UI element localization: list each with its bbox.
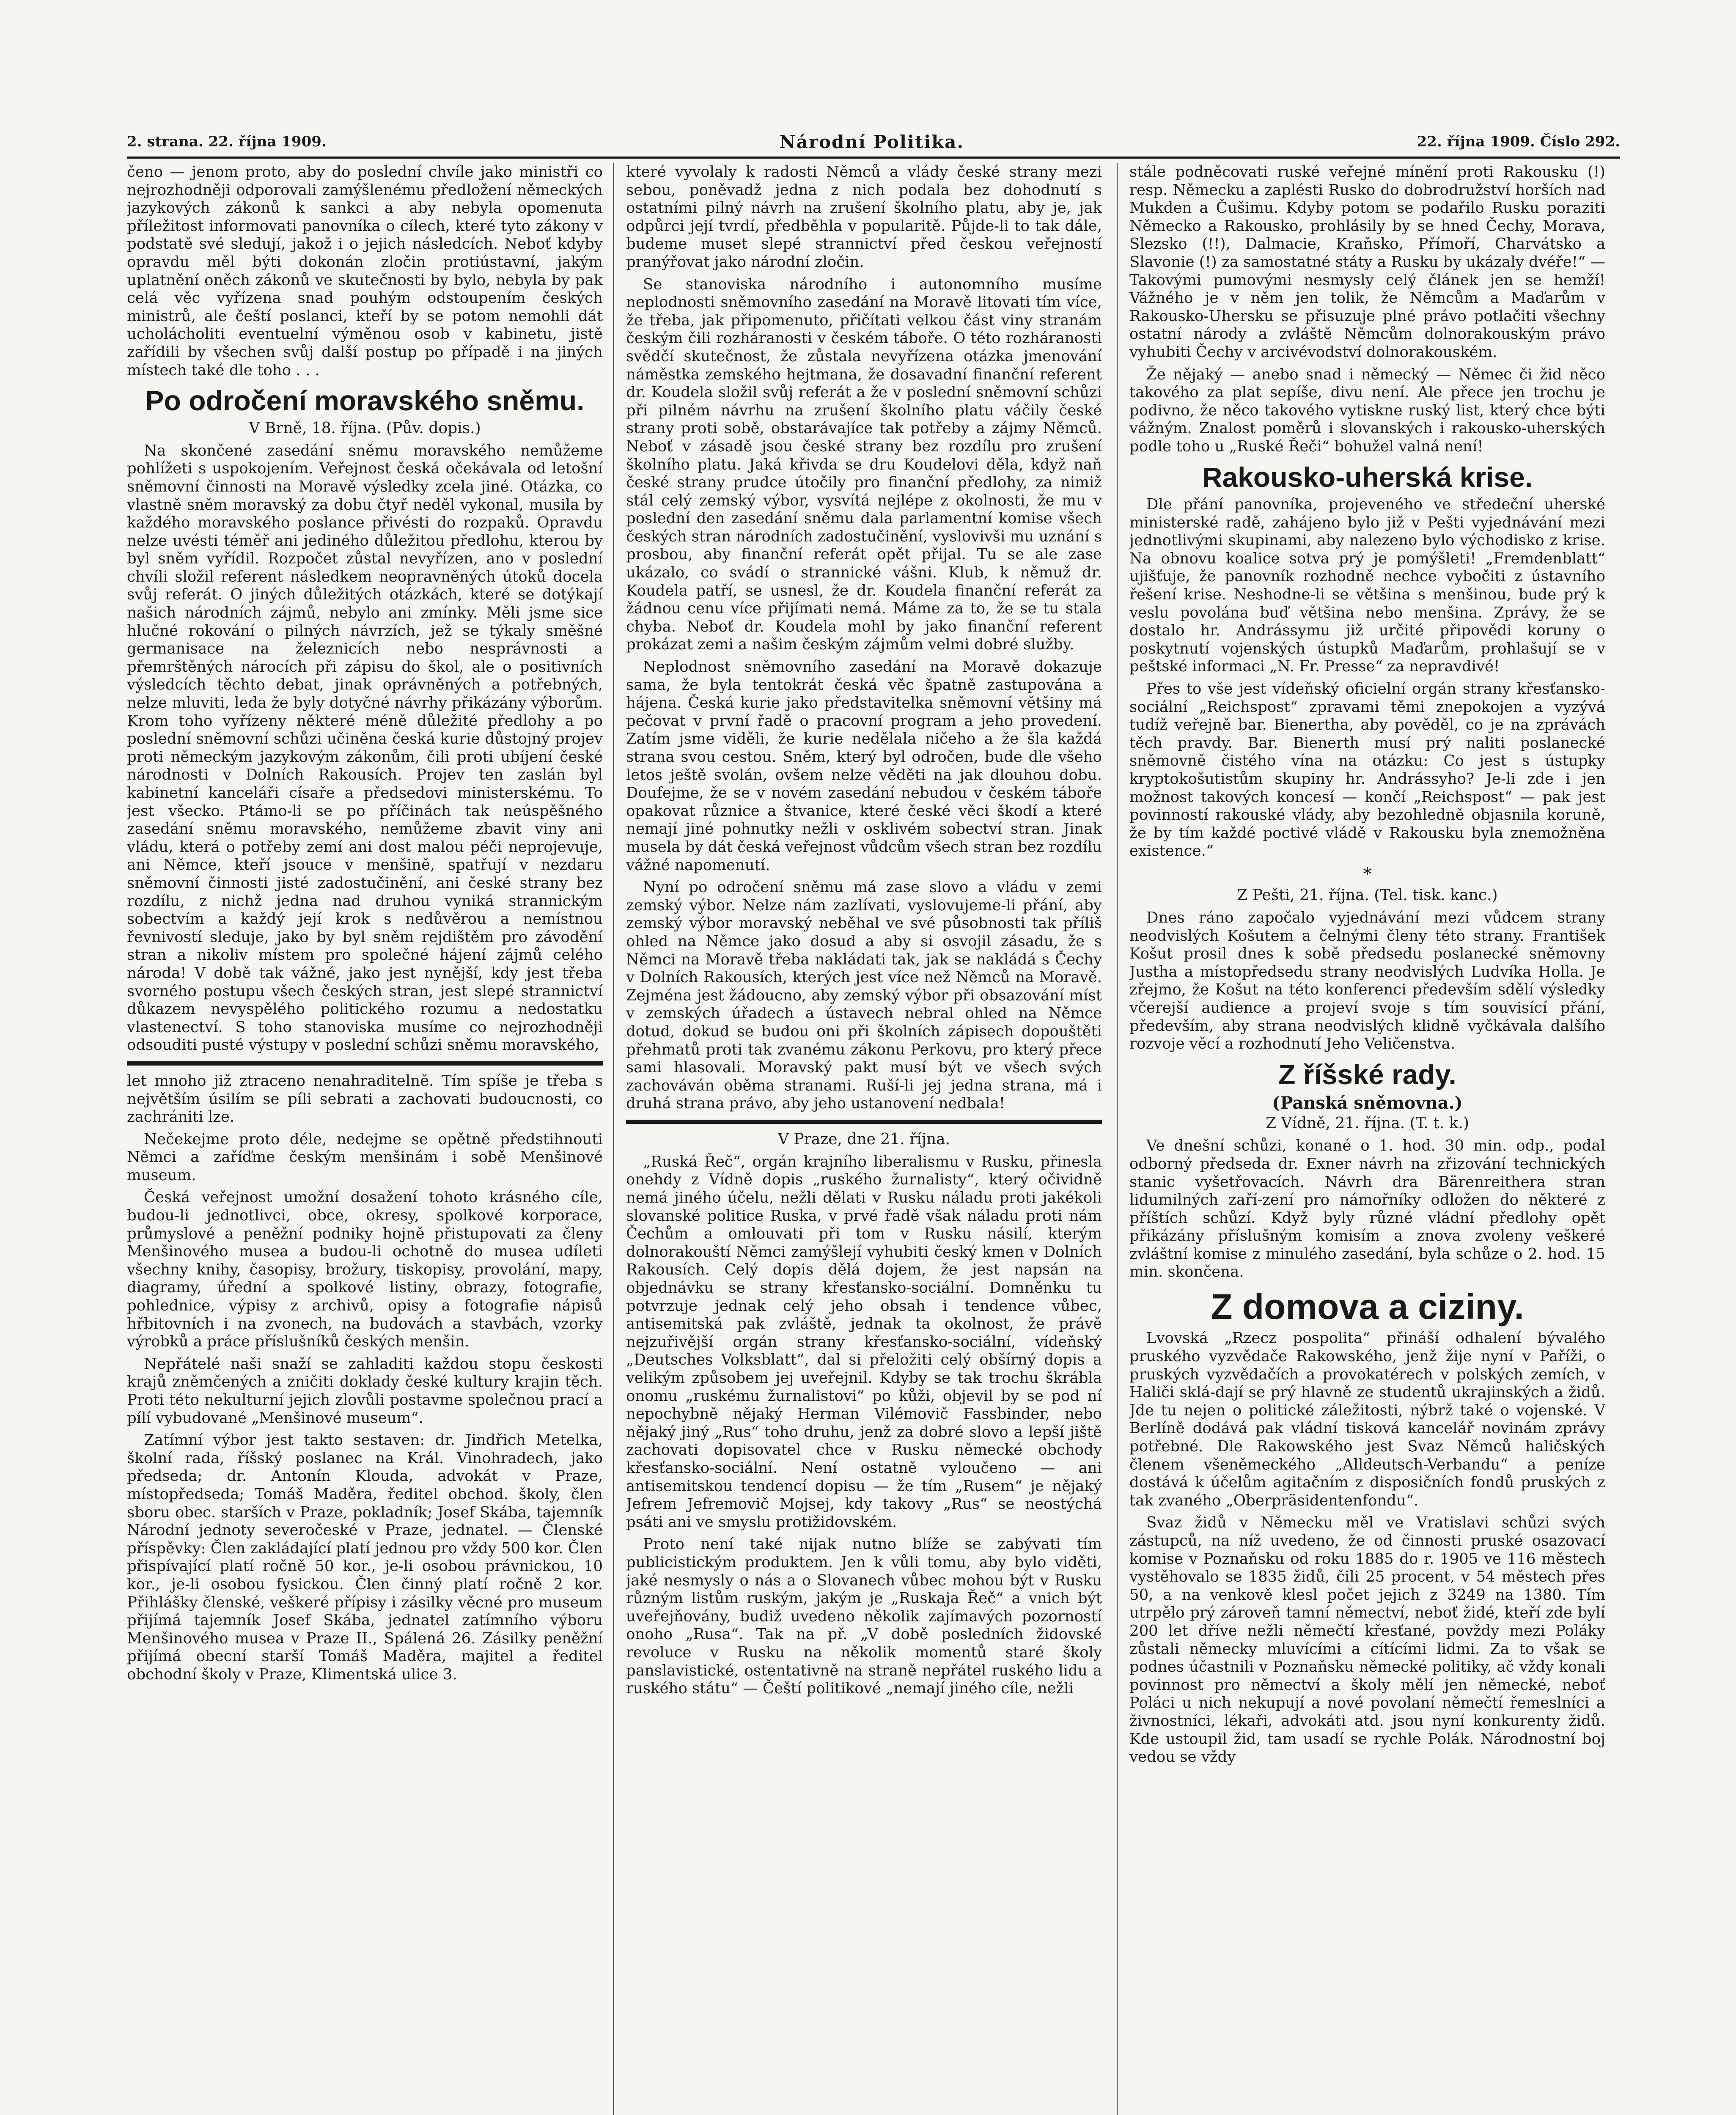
article-paragraph: stále podněcovati ruské veřejné mínění proti Rakousku (!) resp. Německu a zaplésti Rusko do dobrodružství horších nad Mukden a Čušimu. Kdyby potom se podařilo Rusku poraziti Německo a Rakousko, prohlásily by se hned Čechy, Morava, Slezsko (!!), Dalmacie, Kraňsko, Přímoří, Charvátsko a Slavonie (!) za samostatné státy a Rusku by ukázaly dvéře!“ — Takovými pumovými nesmysly celý článek jen se hemží! Vážného je v něm jen tolik, že Němcům a Maďarům v Rakousko-Uhersku se přisuzuje plné právo potlačiti všechny ostatní národy a zvláště Němcům dolnorakouským právo vyhubiti Čechy v arcivévodství dolnorakouském. [1129, 163, 1605, 361]
article-paragraph: Neplodnost sněmovního zasedání na Moravě dokazuje sama, že byla tentokrát česká věc špatně zastupována a hájena. Česká kurie jako představitelka sněmovní většiny má pečovat v první řadě o pracovní program a jeho provedení. Zatím jsme viděli, že kurie nedělala ničeho a že šla každá strana svou cestou. Sněm, který byl odročen, bude dle všeho letos ještě svolán, ovšem nelze věděti na jak dlouhou dobu. Doufejme, že se v novém zasedání nebudou v českém táboře opakovat různice a štvanice, které české věci škodí a které nemají jiné pohnutky nežli v osklivém sobectví stran. Jinak musela by dát česká veřejnost vůdcům všech stran bez rozdílu vážné napomenutí. [626, 658, 1102, 874]
article-paragraph: Přes to vše jest vídeňský oficielní orgán strany křesťansko-sociální „Reichspost“ zpravami těmi znepokojen a vyzývá tudíž veřejně bar. Bienertha, aby pověděl, co je na zprávách těch pravdy. Bar. Bienerth musí prý naliti poslanecké sněmovně čistého vína na otázku: Co jest s ústupky kryptokošutistům skupiny hr. Andrássyho? Je-li zde i jen možnost takových koncesí — končí „Reichspost“ — pak jest povinností rakouské vlády, aby bezohledně objasnila koruně, že by tím každé poctivé vládě v Rakousku byla znemožněna existence.“ [1129, 680, 1605, 860]
article-paragraph: Nyní po odročení sněmu má zase slovo a vládu v zemi zemský výbor. Nelze nám zazlívati, vyslovujeme-li přání, aby zemský výbor moravský neběhal ve své působnosti tak příliš ohled na Němce jako dosud a aby si osvojil zásadu, že s Němci na Moravě třeba nakládati tak, jak se nakládá s Čechy v Dolních Rakousích, kterých jest více než Němců na Moravě. Zejména jest žádoucno, aby zemský výbor při obsazování míst v zemských úřadech a ústavech nebral ohled na Němce dotud, dokud se budou oni při školních zápisech dopouštěti přehmatů proti tak zvanému zákonu Perkovu, pro který přece sami hlasovali. Moravský pakt musí být ve všech svých zachováván oběma stranami. Ruší-li jej jedna strana, má i druhá strana právo, aby jeho ustanovení nedbala! [626, 879, 1102, 1112]
article-paragraph: Zatímní výbor jest takto sestaven: dr. Jindřich Metelka, školní rada, říšský poslanec na Král. Vinohradech, jako předseda; dr. Antonín Klouda, advokát v Praze, místopředseda; Tomáš Maděra, ředitel obchod. školy, člen sboru obec. starších v Praze, pokladník; Josef Skába, tajemník Národní jednoty severočeské v Praze, jednatel. — Členské příspěvky: Člen zakládající platí jednou pro vždy 500 kor. Člen přispívající platí ročně 50 kor., je-li osobou právnickou, 10 kor., je-li osobou fysickou. Člen činný platí ročně 2 kor. Přihlášky členské, veškeré přípisy i zásilky věcné pro museum přijímá tajemník Josef Skába, jednatel zatímního výboru Menšinového musea v Praze II., Spálená 26. Zásilky peněžní přijímá obecní starší Tomáš Maděra, majitel a ředitel obchodní školy v Praze, Klimentská ulice 3. [127, 1431, 603, 1683]
section-headline: Z domova a ciziny. [1211, 1287, 1524, 1327]
article-subheadline: (Panská sněmovna.) [1272, 1093, 1463, 1113]
article-headline: Z říšské rady. [1278, 1058, 1456, 1090]
article-paragraph: čeno — jenom proto, aby do poslední chvíle jako ministři co nejrozhodněji odporovali zamýšlenému předložení německých jazykových zákonů k sankci a aby nebyla opomenuta příležitost informovati panovníka o cílech, které tyto zákony v podstatě své sledují, jakož i o jejich následcích. Neboť kdyby opravdu měl býti dokonán zločin protiústavní, jakým uplatnění oněch zákonů ve skutečnosti by bylo, nebyla by pak celá věc vyřízena snad pouhým odstoupením českých ministrů, ale čeští poslanci, kteří by se potom nemohli dát ucholácholiti eventuelní výměnou osob v kabinetu, jistě zařídili by všechen svůj další postup po případě i na jiných místech také dle toho . . . [127, 163, 603, 379]
column-1 [127, 163, 603, 2115]
section-separator [626, 1120, 1102, 1124]
article-paragraph: Se stanoviska národního i autonomního musíme neplodnosti sněmovního zasedání na Moravě litovati tím více, že třeba, jak připomenuto, přičítati velkou část viny stranám českým čili rozháranosti v českém táboře. O této rozháranosti svědčí skutečnost, že zůstala nevyřízena otázka jmenování náměstka zemského hejtmana, že dosavadní finanční referent dr. Koudela složil svůj referát a že v poslední sněmovní schůzi při pilném návrhu na zrušení školního platu váčily české strany proti sobě, obstarávajíce tak potřeby a zájmy Němců. Neboť v zásadě jsou české strany bez rozdílu pro zrušení školního platu. Jaká křivda se dru Koudelovi děla, když naň české strany prudce útočily pro finanční předlohy, za nimiž stál celý zemský výbor, vysvítá nejlépe z okolnosti, že mu v poslední den zasedání sněmu dala parlamentní komise všech českých stran národních zadostučinění, vyslovivši mu uznání s prosbou, aby finanční referát opět přijal. Tu se ale zase ukázalo, co svádí o strannické vášni. Klub, k němuž dr. Koudela patří, se usnesl, že dr. Koudela finanční referát za žádnou cenu více přijímati nemá. Máme za to, že se tu stala chyba. Neboť dr. Koudela mohl by jako finanční referent prokázat zemi a našim českým zájmům velmi dobré služby. [626, 275, 1102, 654]
column-2 [626, 163, 1102, 2115]
article-paragraph: Ve dnešní schůzi, konané o 1. hod. 30 min. odp., podal odborný předseda dr. Exner návrh na zřizování technických stanic vyšetřovacích. Návrh dra Bärenreithera stran lidumilných zaří-zení pro námořníky odložen do některé z příštích schůzí. Když byly různé vládní předlohy opět přikázány příslušným komisím a znova zvoleny veškeré zvláštní komise z minulého zasedání, byla schůze o 2. hod. 15 min. skončena. [1129, 1137, 1605, 1281]
dateline: V Brně, 18. října. (Pův. dopis.) [249, 419, 481, 437]
article-paragraph: Proto není také nijak nutno blíže se zabývati tím publicistickým produktem. Jen k vůli tomu, aby bylo viděti, jaké nesmysly o nás a o Slovanech vůbec mohou být v Rusku různým listům ruským, jakým je „Ruskaja Řeč“ a vnich být uveřejňovány, budiž uvedeno několik zajímavých pozorností onoho „Rusa“. Tak na př. „V době posledních židovské revoluce v Rusku na několik momentů staré školy panslavistické, ostentativně na straně nepřátel ruského lidu a ruského státu“ — Čeští politikové „nemají jiného cíle, nežli [626, 1535, 1102, 1697]
article-paragraph: „Ruská Řeč“, orgán krajního liberalismu v Rusku, přinesla onehdy z Vídně dopis „ruského žurnalisty“, který očividně nemá jiného účelu, nežli dělati v Rusku náladu proti jakékoli slovanské politice Ruska, v prvé řadě však náladu proti nám Čechům a omlouvati při tom v Rusku násilí, kterým dolnorakouští Němci zamýšlejí vyhubiti český kmen v Dolních Rakousích. Celý dopis dělá dojem, že jest napsán na objednávku se strany křesťansko-sociální. Domněnku tu potvrzuje jednak celý jeho obsah i tendence vůbec, antisemitská pak zvláště, jednak ta okolnost, že právě nejzuřivější orgán strany křesťansko-sociální, vídeňský „Deutsches Volksblatt“, dal si přeložiti celý obšírný dopis a velikým způsobem jej uveřejnil. Kdyby se tak trochu škrábla onomu „ruskému žurnalistovi“ po kůži, objevil by se pod ní nepochybně nějaký Herman Vilémovič Fassbinder, nebo nějaký jiný „Rus“ toho druhu, jenž za dobré slovo a lepší jiště zachovati dopisovatel chce v Rusku německé obchody křesťansko-sociální. Není ostatně vyloučeno — ani antisemitskou tendencí dopisu — že tím „Rusem“ je nějaký Jefrem Jefremovič Mojsej, kdy takovy „Rus“ se neostýchá psáti ani ve smyslu protižidovském. [626, 1153, 1102, 1531]
article-paragraph: let mnoho již ztraceno nenahraditelně. Tím spíše je třeba s největším úsilím se píli sebrati a zachovati budoucnosti, co zachrániti lze. [127, 1072, 603, 1126]
dateline: Z Vídně, 21. října. (T. t. k.) [1266, 1115, 1469, 1132]
article-headline: Po odročení moravského sněmu. [145, 385, 585, 417]
article-paragraph: Svaz židů v Německu měl ve Vratislavi schůzi svých zástupců, na níž uvedeno, že od činnosti pruské osazovací komise v Poznaňsku od roku 1885 do r. 1905 ve 116 městech vystěhovalo se 1835 židů, čili 25 procent, v 54 městech přes 50, a na venkově klesl počet jejich z 3249 na 1380. Tím utrpělo prý zároveň tamní němectví, neboť židé, kteří zde bylí 200 let dříve nežli němečtí křesťané, povždy mezi Poláky zůstali německy mluvícími a cítícími lidmi. Za to však se podnes účastnili v Poznaňsku německé politiky, ač vždy konali povinnost pro němectví a školy mělí jen německé, neboť Poláci u nich nekupují a nové povolaní němečtí řemeslníci a živnostníci, lékaři, advokáti atd. jsou nyní konkurenty židů. Kde ustoupil žid, tam usadí se rychle Polák. Národnostní boj vedou se vždy [1129, 1514, 1605, 1766]
article-paragraph: Na skončené zasedání sněmu moravského nemůžeme pohlížeti s uspokojením. Veřejnost česká očekávala od letošní sněmovní činnosti na Moravě výsledky zcela jiné. Otázka, co vlastně sněm moravský za dobu čtyř neděl vykonal, musila by každého moravského poslance přivésti do rozpaků. Opravdu nelze uvésti téměř ani jediného důležitou předlohu, kterou by byl sněm vyřídil. Rozpočet zůstal nevyřízen, ano v poslední chvíli složil referent následkem neopravněných útoků docela svůj referát. O jiných důležitých otázkách, které se dotýkají našich národních zájmů, nebylo ani zmínky. Měli jsme sice hlučné rokování o pilných návrzích, jež se týkaly směšné germanisace na železnicích nebo nesprávnosti a přemrštěných nárocích při zápisu do škol, ale o positivních výsledcích těchto debat, jinak oprávněných a potřebných, nelze mluviti, leda že byly dotyčné návrhy přikázány výborům. Krom toho vyřízeny některé méně důležité předlohy a po poslední sněmovní schůzi učiněna česká kurie důstojný projev proti německým jazykovým zákonům, čili proti ubíjení české národnosti v Dolních Rakousích. Projev ten zaslán byl kabinetní kanceláři císaře a předsedovi ministerskému. To jest všecko. Ptámo-li se po příčinách tak neúspěšného zasedání sněmu moravského, nemůžeme zbavit viny ani vládu, která o potřeby zemí ani dost malou péči neprojevuje, ani Němce, kteří jsouce v menšině, spatřují v nezdaru sněmovní činnosti jisté zadostučinění, ani české strany bez rozdílu, z nichž jedna nad druhou vyniká strannickým sobectvím a každý její krok s nedůvěrou a nemístnou řevnivostí sleduje, jako by byl sněm rejdištěm pro závodění stran a nikoliv místem pro společné hájení zájmů celého národa! V době tak vážné, jako jest nynější, kdy jest třeba svorného postupu všech českých stran, jest slepé strannictví důkazem nevyspělého politického rozumu a nedostatku vlastenectví. S toho stanoviska musíme co nejrozhodněji odsouditi pusté výstupy v poslední schůzi sněmu moravského, [127, 442, 603, 1054]
article-paragraph: Dnes ráno započalo vyjednávání mezi vůdcem strany neodvislých Košutem a čelnými členy této strany. František Košut prosil dnes k sobě předsedu poslanecké sněmovny Justha a místopředsedu strany neodvislých Ludvíka Holla. Je zřejmo, že Košut na této konferenci především sdělí výsledky včerejší audience a projeví svoje s tím souvisící přání, především, aby strana neodvislých klidně vyčkávala dalšího rozvoje věcí a rozhodnutí Jeho Veličenstva. [1129, 909, 1605, 1053]
article-paragraph: Nepřátelé naši snaží se zahladiti každou stopu českosti krajů zněmčených a zničiti doklady české kultury krajin těch. Proti této nekulturní jejich zlovůli postavme společnou prací a pílí vybudované „Menšinové museum“. [127, 1355, 603, 1427]
newspaper-page [127, 127, 1620, 2115]
article-headline: Rakousko-uherská krise. [1202, 461, 1533, 493]
article-paragraph: Česká veřejnost umožní dosažení tohoto krásného cíle, budou-li jednotlivci, obce, okresy, spolkové korporace, průmyslové a peněžní podniky hojně přistupovati za členy Menšinového musea a budou-li ochotně do musea udíleti všechny knihy, časopisy, brožury, tiskopisy, provolání, mapy, diagramy, úřední a spolkové listiny, obrazy, fotografie, pohlednice, výpisy z archivů, opisy a fotografie nápisů hřbitovních i na zvonech, na budovách a stavbách, vzorky výrobků a práce příslušníků českých menšin. [127, 1189, 603, 1351]
dateline: Z Pešti, 21. října. (Tel. tisk. kanc.) [1237, 886, 1498, 904]
column-rule [613, 163, 614, 2115]
page-header [127, 127, 1620, 159]
asterisk-divider: * [1363, 864, 1372, 884]
article-paragraph: Lvovská „Rzecz pospolita“ přináší odhalení bývalého pruského vyzvědače Rakowského, jenž žije nyní v Paříži, o pruských vyzvědačích a provokatérech v polských zemích, v Haliči sklá-dají se prý hlavně ze studentů ukrajinských a židů. Jde tu nejen o politické záležitosti, nýbrž také o vojenské. V Berlíně dodává pak vládní tisková kancelář novinám zprávy potřebné. Dle Rakowského jest Svaz Němců haličských členem všeněmeckého „Alldeutsch-Verbandu“ a peníze dostává k účelům agitačním z disposičních fondů pruských z tak zvaného „Oberpräsidentenfondu“. [1129, 1329, 1605, 1509]
header-issue-number: 22. října 1909. Číslo 292. [1417, 133, 1620, 150]
article-paragraph: které vyvolaly k radosti Němců a vlády české strany mezi sebou, poněvadž jedna z nich podala bez dohodnutí s ostatními pilný návrh na zrušení školního platu, aby je, jak odpůrci její tvrdí, předběhla v popularitě. Půjde-li to tak dále, budeme muset slepé strannictví před českou veřejností pranýřovat jako národní zločin. [626, 163, 1102, 271]
article-paragraph: Že nějaký — anebo snad i německý — Němec či žid něco takového za plat sepíše, divu není. Ale přece jen trochu je podivno, že něco takového vytiskne ruský list, který chce býti vážným. Znalost poměrů i slovanských i rakousko-uherských podle toho u „Ruské Řeči“ bohužel valná není! [1129, 365, 1605, 455]
article-paragraph: Dle přání panovníka, projeveného ve středeční uherské ministerské radě, zahájeno bylo již v Pešti vyjednávání mezi jednotlivými skupinami, aby nalezeno bylo východisko z krise. Na obnovu koalice sotva prý je pomýšleti! „Fremdenblatt“ ujišťuje, že panovník rozhodně nechce vybočiti z ústavního řešení krise. Neshodne-li se většina s menšinou, bude prý k veslu povolána buď většina nebo menšina. Zprávy, že se dostalo hr. Andrássymu již určité připovědi koruny o poskytnutí vojenských ústupků Maďarům, prohlašují se v peštské informaci „N. Fr. Presse“ za nepravdivé! [1129, 496, 1605, 676]
column-rule [1117, 163, 1118, 2115]
dateline: V Praze, dne 21. října. [777, 1130, 950, 1148]
masthead-title: Národní Politika. [779, 131, 964, 152]
article-paragraph: Nečekejme proto déle, nedejme se opětně předstihnouti Němci a zaříďme českým menšinám i sobě Menšinové museum. [127, 1130, 603, 1184]
header-page-date: 2. strana. 22. října 1909. [127, 133, 327, 150]
column-3 [1129, 163, 1605, 2115]
section-separator [127, 1061, 603, 1066]
